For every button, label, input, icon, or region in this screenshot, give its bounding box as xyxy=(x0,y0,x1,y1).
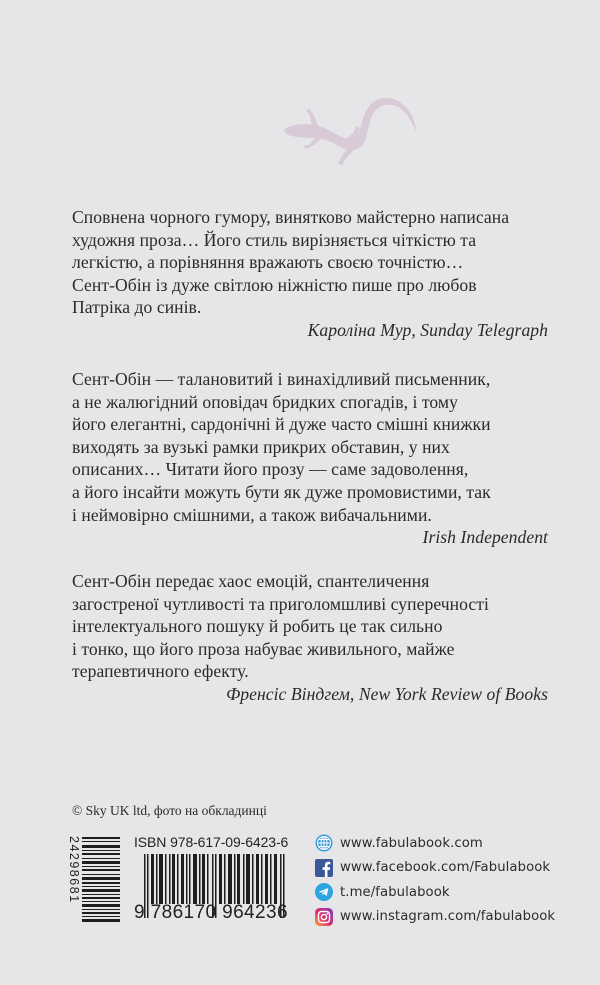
side-barcode-digits: 24298681 xyxy=(67,836,81,904)
ean-digits: 9 786170 964236 xyxy=(134,902,288,923)
lizard-icon xyxy=(270,92,420,172)
quote-line: художня проза… Його стиль вирізняється чіткістю та xyxy=(72,229,477,250)
isbn-barcode xyxy=(134,834,294,926)
website-url: www.fabulabook.com xyxy=(340,835,483,851)
quote-line: Сент-Обін — талановитий і винахідливий письменник, xyxy=(72,369,491,389)
quote-attribution: Френсіс Віндгем, New York Review of Books xyxy=(226,683,548,704)
globe-icon xyxy=(315,834,333,852)
quote-line: Сент-Обін із дуже світлою ніжністю пише про любов xyxy=(72,274,477,295)
instagram-icon xyxy=(315,908,333,926)
quote-line: а не жалюгідний оповідач бридких спогадів, і тому xyxy=(72,391,458,412)
side-barcode-bars xyxy=(82,836,120,924)
instagram-url: www.instagram.com/fabulabook xyxy=(340,909,556,925)
publisher-links xyxy=(315,831,555,929)
quote-line: виходять за вузькі рамки прикрих обставин, у них xyxy=(72,436,450,457)
website-link[interactable] xyxy=(315,831,555,856)
quote-line: і тонко, що його проза набуває живильного, майже xyxy=(72,638,455,659)
review-quote xyxy=(72,206,548,342)
quote-line: терапевтичного ефекту. xyxy=(72,661,249,682)
instagram-link[interactable] xyxy=(315,905,555,930)
quote-line: Патріка до синів. xyxy=(72,297,202,318)
telegram-url: t.me/fabulabook xyxy=(340,884,450,900)
quote-line: Сент-Обін передає хаос емоцій, спантеличення xyxy=(72,571,430,591)
telegram-icon xyxy=(315,883,333,901)
quote-line: описаних… Читати його прозу — саме задоволення, xyxy=(72,459,469,480)
facebook-icon xyxy=(315,859,333,877)
quote-line: його елегантні, сардонічні й дуже часто смішні книжки xyxy=(72,414,491,435)
review-quote xyxy=(72,368,548,549)
quote-line: інтелектуального пошуку й робить це так сильно xyxy=(72,616,443,637)
quote-line: легкістю, а порівняння вражають своєю точністю… xyxy=(72,252,464,273)
isbn-number: ISBN 978-617-09-6423-6 xyxy=(134,834,289,850)
side-barcode xyxy=(68,836,120,924)
photo-copyright: © Sky UK ltd, фото на обкладинці xyxy=(72,803,267,818)
quote-line: Сповнена чорного гумору, винятково майстерно написана xyxy=(72,207,510,227)
facebook-link[interactable] xyxy=(315,856,555,881)
quote-line: загостреної чутливості та приголомшливі суперечності xyxy=(72,593,489,614)
quote-attribution: Кароліна Мур, Sunday Telegraph xyxy=(307,319,548,340)
quote-line: а його інсайти можуть бути як дуже промовистими, так xyxy=(72,481,491,502)
review-quote xyxy=(72,570,548,706)
quote-attribution: Irish Independent xyxy=(422,527,548,548)
telegram-link[interactable] xyxy=(315,880,555,905)
quote-line: і неймовірно смішними, а також вибачальними. xyxy=(72,504,432,525)
facebook-url: www.facebook.com/Fabulabook xyxy=(340,860,551,876)
